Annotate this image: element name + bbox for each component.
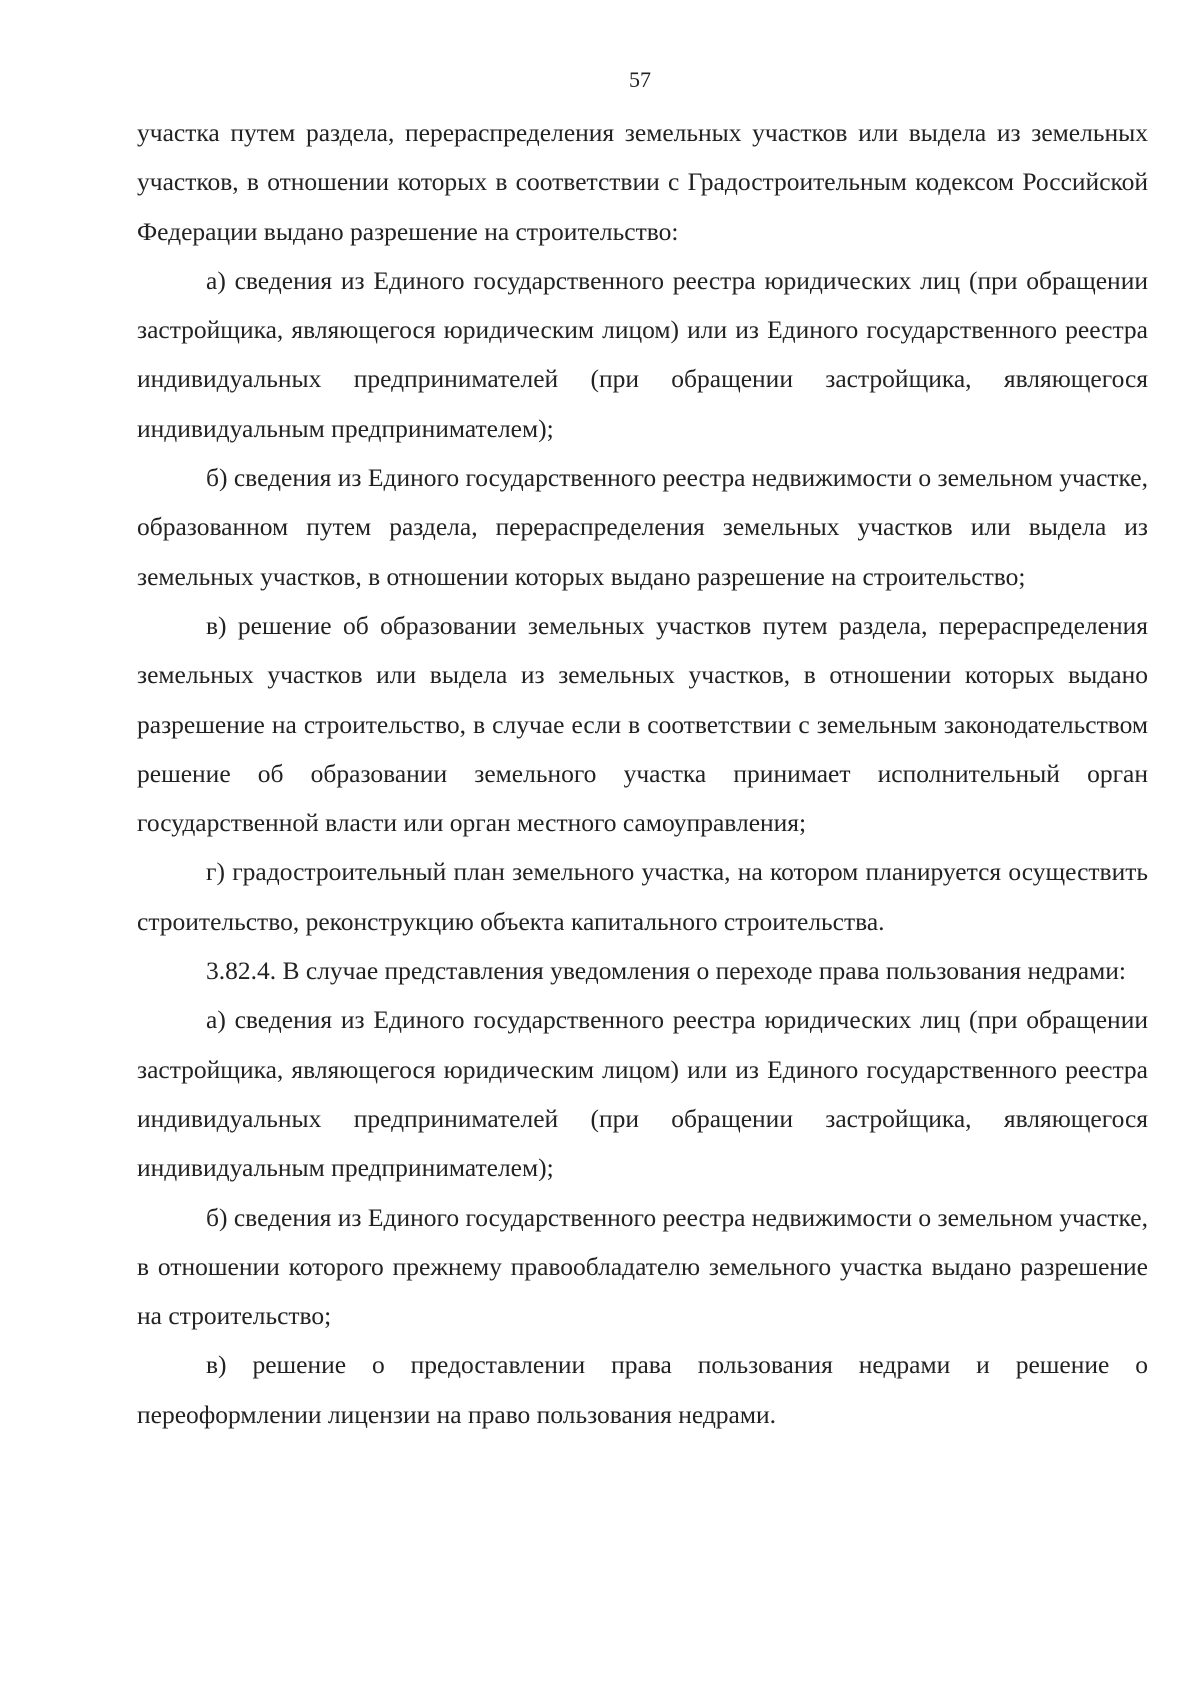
paragraph-item-b-egrn-2: б) сведения из Единого государственного реестра недвижимости о земельном участке, в отношении которого прежнему правообладателю земельного участка выдано разрешение на строительство; bbox=[137, 1202, 1148, 1331]
document-body bbox=[137, 108, 1148, 1439]
paragraph-section-3-82-4: 3.82.4. В случае представления уведомления о переходе права пользования недрами: bbox=[206, 956, 1126, 986]
paragraph-item-v-land-decision: в) решение об образовании земельных участков путем раздела, перераспределения земельных участков или выдела из земельных участков, в отношении которых выдано разрешение на строительство, в случае если в соответствии с земельным законодательством решение об образовании земельного участка принимает исполнительный орган государственной власти или орган местного самоуправления; bbox=[137, 610, 1148, 838]
paragraph-item-a-egryul: а) сведения из Единого государственного реестра юридических лиц (при обращении застройщика, являющегося юридическим лицом) или из Единого государственного реестра индивидуальных предпринимателей (при обращении застройщика, являющегося индивидуальным предпринимателем); bbox=[137, 265, 1148, 443]
page-number: 57 bbox=[629, 67, 651, 92]
paragraph-item-b-egrn: б) сведения из Единого государственного реестра недвижимости о земельном участке, образованном путем раздела, перераспределения земельных участков или выдела из земельных участков, в отношении которых выдано разрешение на строительство; bbox=[137, 463, 1148, 591]
paragraph-item-a-egryul-2: а) сведения из Единого государственного реестра юридических лиц (при обращении застройщика, являющегося юридическим лицом) или из Единого государственного реестра индивидуальных предпринимателей (при обращении застройщика, являющегося индивидуальным предпринимателем); bbox=[137, 1005, 1148, 1183]
paragraph-continuation: участка путем раздела, перераспределения земельных участков или выдела из земельных участков, в отношении которых в соответствии с Градостроительным кодексом Российской Федерации выдано разрешение на строительство: bbox=[137, 118, 1148, 246]
paragraph-item-v-subsoil: в) решение о предоставлении права пользования недрами и решение о переоформлении лицензии на право пользования недрами. bbox=[137, 1350, 1148, 1429]
paragraph-item-g-urban-plan: г) градостроительный план земельного участка, на котором планируется осуществить строительство, реконструкцию объекта капитального строительства. bbox=[137, 857, 1148, 936]
